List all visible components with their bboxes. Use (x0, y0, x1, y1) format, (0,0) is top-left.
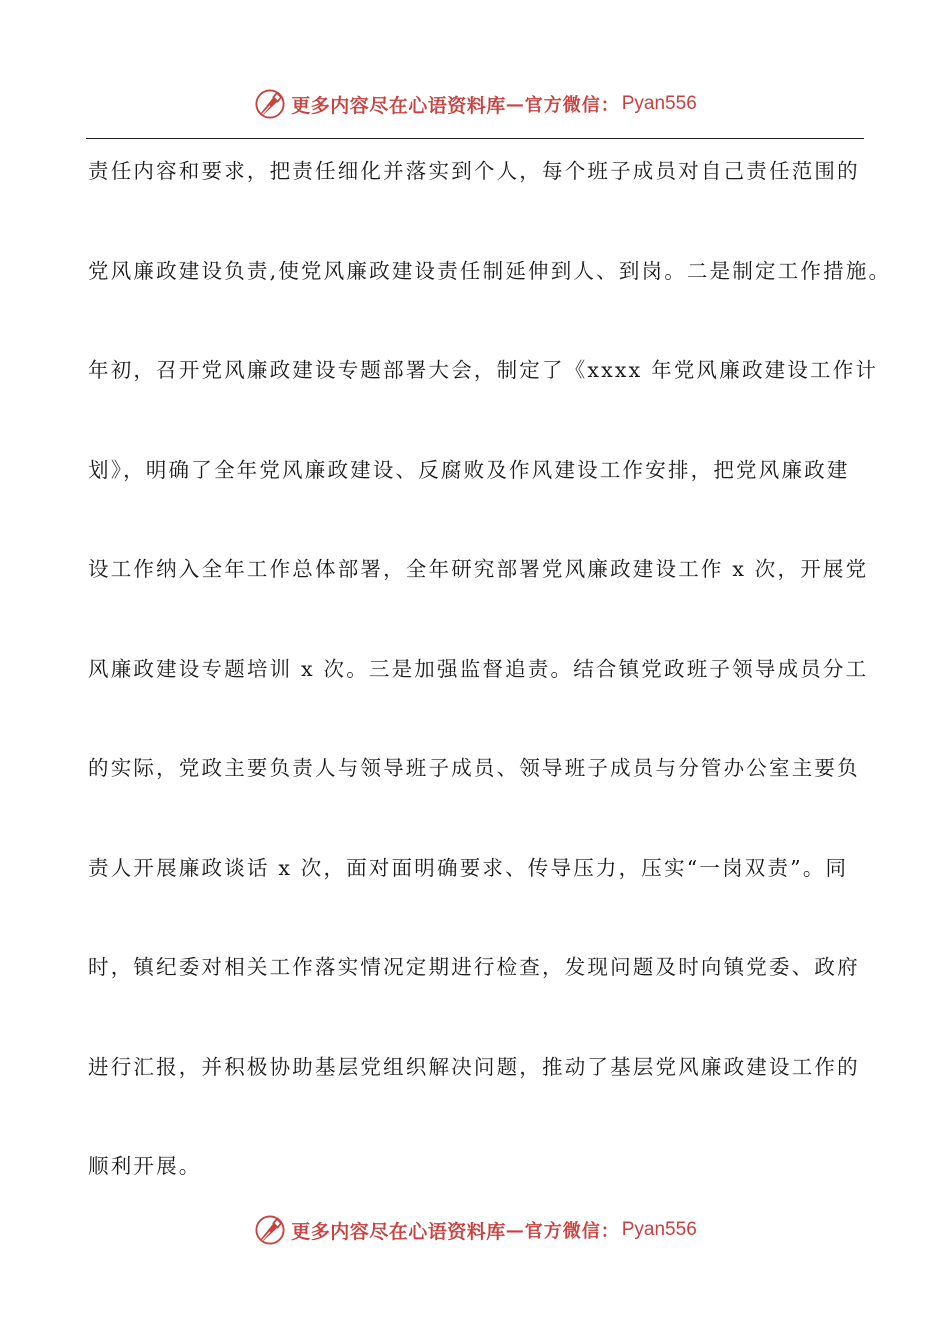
banner-main-text: 更多内容尽在心语资料库 (291, 94, 506, 117)
banner-separator: — (505, 1219, 525, 1241)
body-line: 顺利开展。 (88, 1154, 202, 1178)
body-line: 进行汇报，并积极协助基层党组织解决问题，推动了基层党风廉政建设工作的 (88, 1054, 860, 1079)
body-line: 的实际，党政主要负责人与领导班子成员、领导班子成员与分管办公室主要负 (88, 756, 860, 780)
banner-sub-text: 官方微信： (524, 95, 620, 116)
header-divider (86, 138, 864, 139)
banner-wechat-id: Pyan556 (621, 1219, 697, 1240)
body-line: 时，镇纪委对相关工作落实情况定期进行检查，发现问题及时向镇党委、政府 (88, 955, 860, 979)
body-line: 设工作纳入全年工作总体部署，全年研究部署党风廉政建设工作 x 次，开展党 (88, 557, 869, 581)
body-line: 划》，明确了全年党风廉政建设、反腐败及作风建设工作安排，把党风廉政建 (88, 457, 850, 482)
body-line: 责人开展廉政谈话 x 次，面对面明确要求、传导压力，压实“一岗双责”。同 (88, 855, 849, 880)
body-line: 党风廉政建设负责,使党风廉政建设责任制延伸到人、到岗。二是制定工作措施。 (88, 258, 892, 283)
body-line: 责任内容和要求，把责任细化并落实到个人，每个班子成员对自己责任范围的 (88, 159, 860, 183)
banner-sub-text: 官方微信： (524, 1221, 620, 1242)
banner-wechat-id: Pyan556 (621, 93, 697, 114)
document-body (88, 146, 892, 1241)
banner-separator: — (505, 93, 525, 115)
pen-nib-logo-icon (253, 1213, 287, 1247)
pen-nib-logo-icon (253, 87, 287, 121)
body-line: 年初，召开党风廉政建设专题部署大会，制定了《xxxx 年党风廉政建设工作计 (88, 358, 879, 382)
body-line: 风廉政建设专题培训 x 次。三是加强监督追责。结合镇党政班子领导成员分工 (88, 656, 869, 681)
footer-banner (0, 1210, 950, 1250)
header-banner (0, 84, 950, 124)
banner-main-text: 更多内容尽在心语资料库 (291, 1220, 506, 1243)
